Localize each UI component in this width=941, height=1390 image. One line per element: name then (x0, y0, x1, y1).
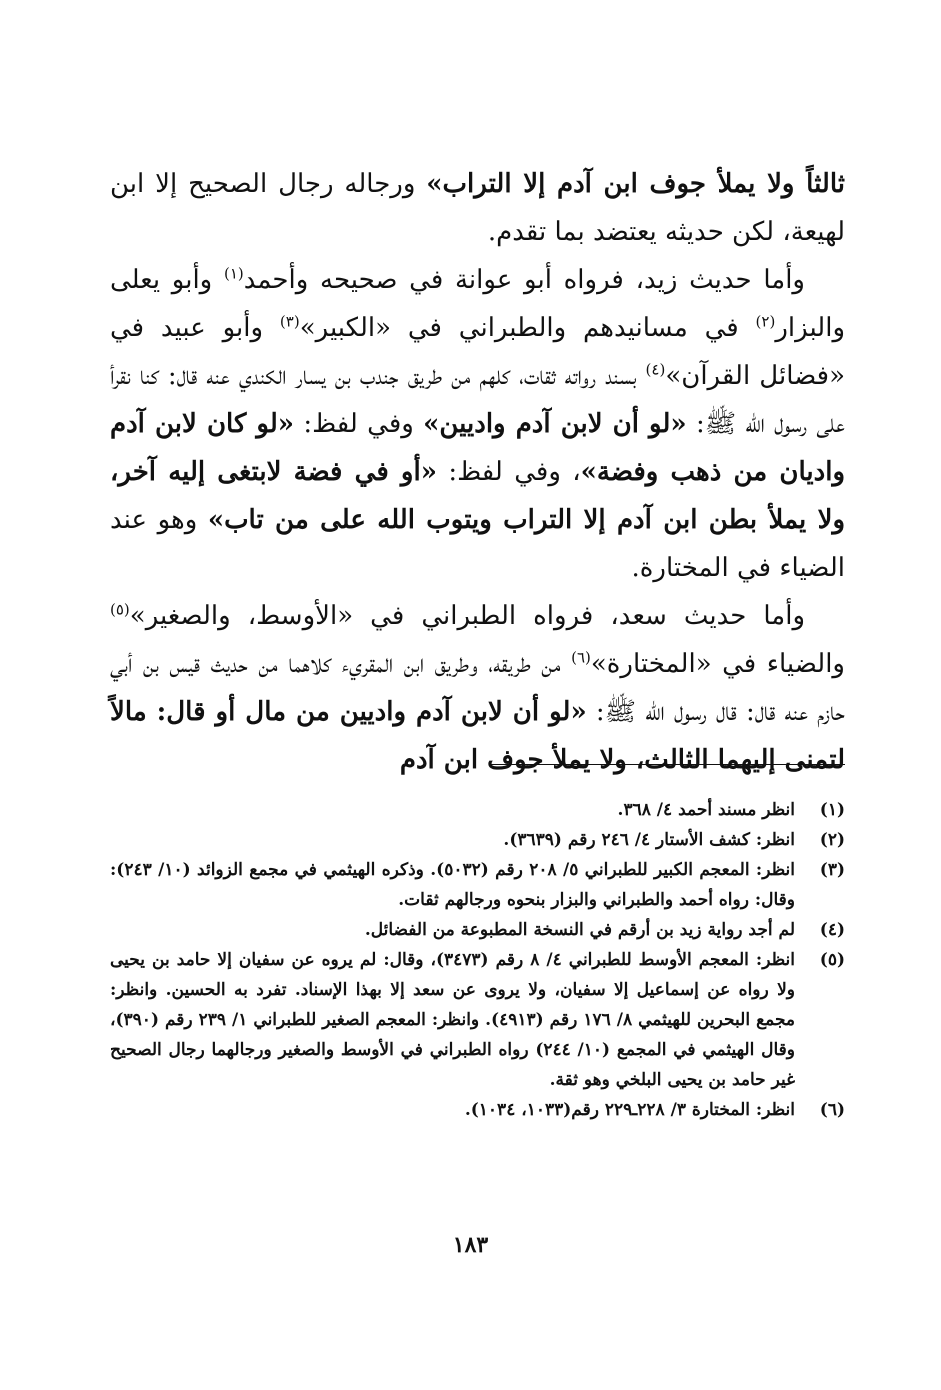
paragraph-text: وفي لفظ: (294, 409, 424, 439)
hadith-quote: ثالثاً ولا يملأ جوف ابن آدم إلا التراب» (426, 169, 845, 199)
hadith-quote: «لو كان لابن آدم واديان من ذهب وفضة» (110, 409, 845, 487)
paragraph-text: وهو عند الضياء في المختارة. (110, 505, 845, 583)
paragraph-text: وأما حديث زيد، فرواه أبو عوانة في صحيحه وأحمد (243, 265, 805, 295)
footnote-3 (110, 855, 845, 915)
footnote-5 (110, 945, 845, 1095)
paragraph-2 (110, 256, 845, 592)
paragraph-text: وأبو يعلى والبزار (110, 265, 845, 343)
footnote-ref-5[interactable]: (٥) (110, 600, 130, 619)
paragraph-text: والضياء في «المختارة» (590, 649, 845, 679)
footnote-2 (110, 825, 845, 855)
footnote-ref-3[interactable]: (٣) (279, 312, 300, 331)
footnote-number: (١) (819, 800, 845, 820)
page-number: ١٨٣ (452, 1232, 489, 1258)
footnote-separator (490, 764, 845, 765)
paragraph-text: وأما حديث سعد، فرواه الطبراني في «الأوسط، والصغير» (129, 601, 805, 631)
main-text (110, 160, 845, 784)
hadith-quote: «لو أن لابن آدم واديين» (423, 409, 687, 439)
footnote-4 (110, 915, 845, 945)
paragraph-3 (110, 592, 845, 784)
footnote-ref-6[interactable]: (٦) (571, 648, 591, 667)
footnote-ref-4[interactable]: (٤) (645, 360, 666, 379)
paragraph-text: بسند رواته ثقات، كلهم من طريق جندب بن يسار الكندي عنه قال: كنا نقرأ على رسول الله ﷺ: (110, 361, 845, 439)
hadith-quote: «أو في فضة لابتغى إليه آخر، ولا يملأ بطن ابن آدم إلا التراب ويتوب الله على من تاب» (110, 457, 846, 535)
paragraph-text: وأبو عبيد في «فضائل القرآن» (110, 313, 845, 391)
footnote-number: (٥) (819, 950, 845, 970)
footnote-number: (٢) (819, 830, 845, 850)
paragraph-text: ، وفي لفظ: (436, 457, 581, 487)
footnote-number: (٤) (819, 920, 845, 940)
footnote-text: انظر: المعجم الأوسط للطبراني ٤/ ٨ رقم (٣٤٧٣)، وقال: لم يروه عن سفيان إلا حامد بن يحيى ولا رواه عن إسماعيل إلا سفيان، ولا يروى عن سعد إلا بهذا الإسناد. تفرد به الحسين. وانظر: مجمع البحرين للهيثمي ٨/ ١٧٦ رقم (٤٩١٣). وانظر: المعجم الصغير للطبراني ١/ ٢٣٩ رقم (٣٩٠)، وقال الهيثمي في المجمع (١٠/ ٢٤٤) رواه الطبراني في الأوسط والصغير ورجالهما رجال الصحيح غير حامد بن يحيى البلخي وهو ثقة. (110, 950, 796, 1090)
footnote-text: انظر: المعجم الكبير للطبراني ٥/ ٢٠٨ رقم (٥٠٣٢). وذكره الهيثمي في مجمع الزوائد (١٠/ ٢٤٣): وقال: رواه أحمد والطبراني والبزار بنحوه ورجالهم ثقات. (110, 860, 795, 910)
footnotes (110, 795, 845, 1125)
footnote-text: انظر مسند أحمد ٤/ ٣٦٨. (617, 800, 795, 820)
footnote-ref-2[interactable]: (٢) (755, 312, 776, 331)
footnote-1 (110, 795, 845, 825)
paragraph-text: من طريقه، وطريق ابن المقريء كلاهما من حديث قيس بن أبي حازم عنه قال: قال رسول الله ﷺ: (110, 649, 845, 727)
footnote-number: (٣) (819, 860, 845, 880)
paragraph-1 (110, 160, 845, 256)
footnote-ref-1[interactable]: (١) (223, 264, 244, 283)
paragraph-text: في مسانيدهم والطبراني في «الكبير» (299, 313, 756, 343)
footnote-text: لم أجد رواية زيد بن أرقم في النسخة المطبوعة من الفضائل. (364, 920, 795, 940)
footnote-text: انظر: المختارة ٣/ ٢٢٨ـ٢٢٩ رقم(١٠٣٣، ١٠٣٤). (464, 1100, 795, 1120)
footnote-6 (110, 1095, 845, 1125)
hadith-quote: «لو أن لابن آدم واديين من مال أو قال: مالاً لتمنى إليهما الثالث، ولا يملأ جوف ابن آدم (110, 697, 845, 775)
paragraph-text: ورجاله رجال الصحيح إلا ابن لهيعة، لكن حديثه يعتضد بما تقدم. (110, 169, 845, 247)
footnote-number: (٦) (819, 1100, 845, 1120)
footnote-text: انظر: كشف الأستار ٤/ ٢٤٦ رقم (٣٦٣٩). (503, 830, 795, 850)
